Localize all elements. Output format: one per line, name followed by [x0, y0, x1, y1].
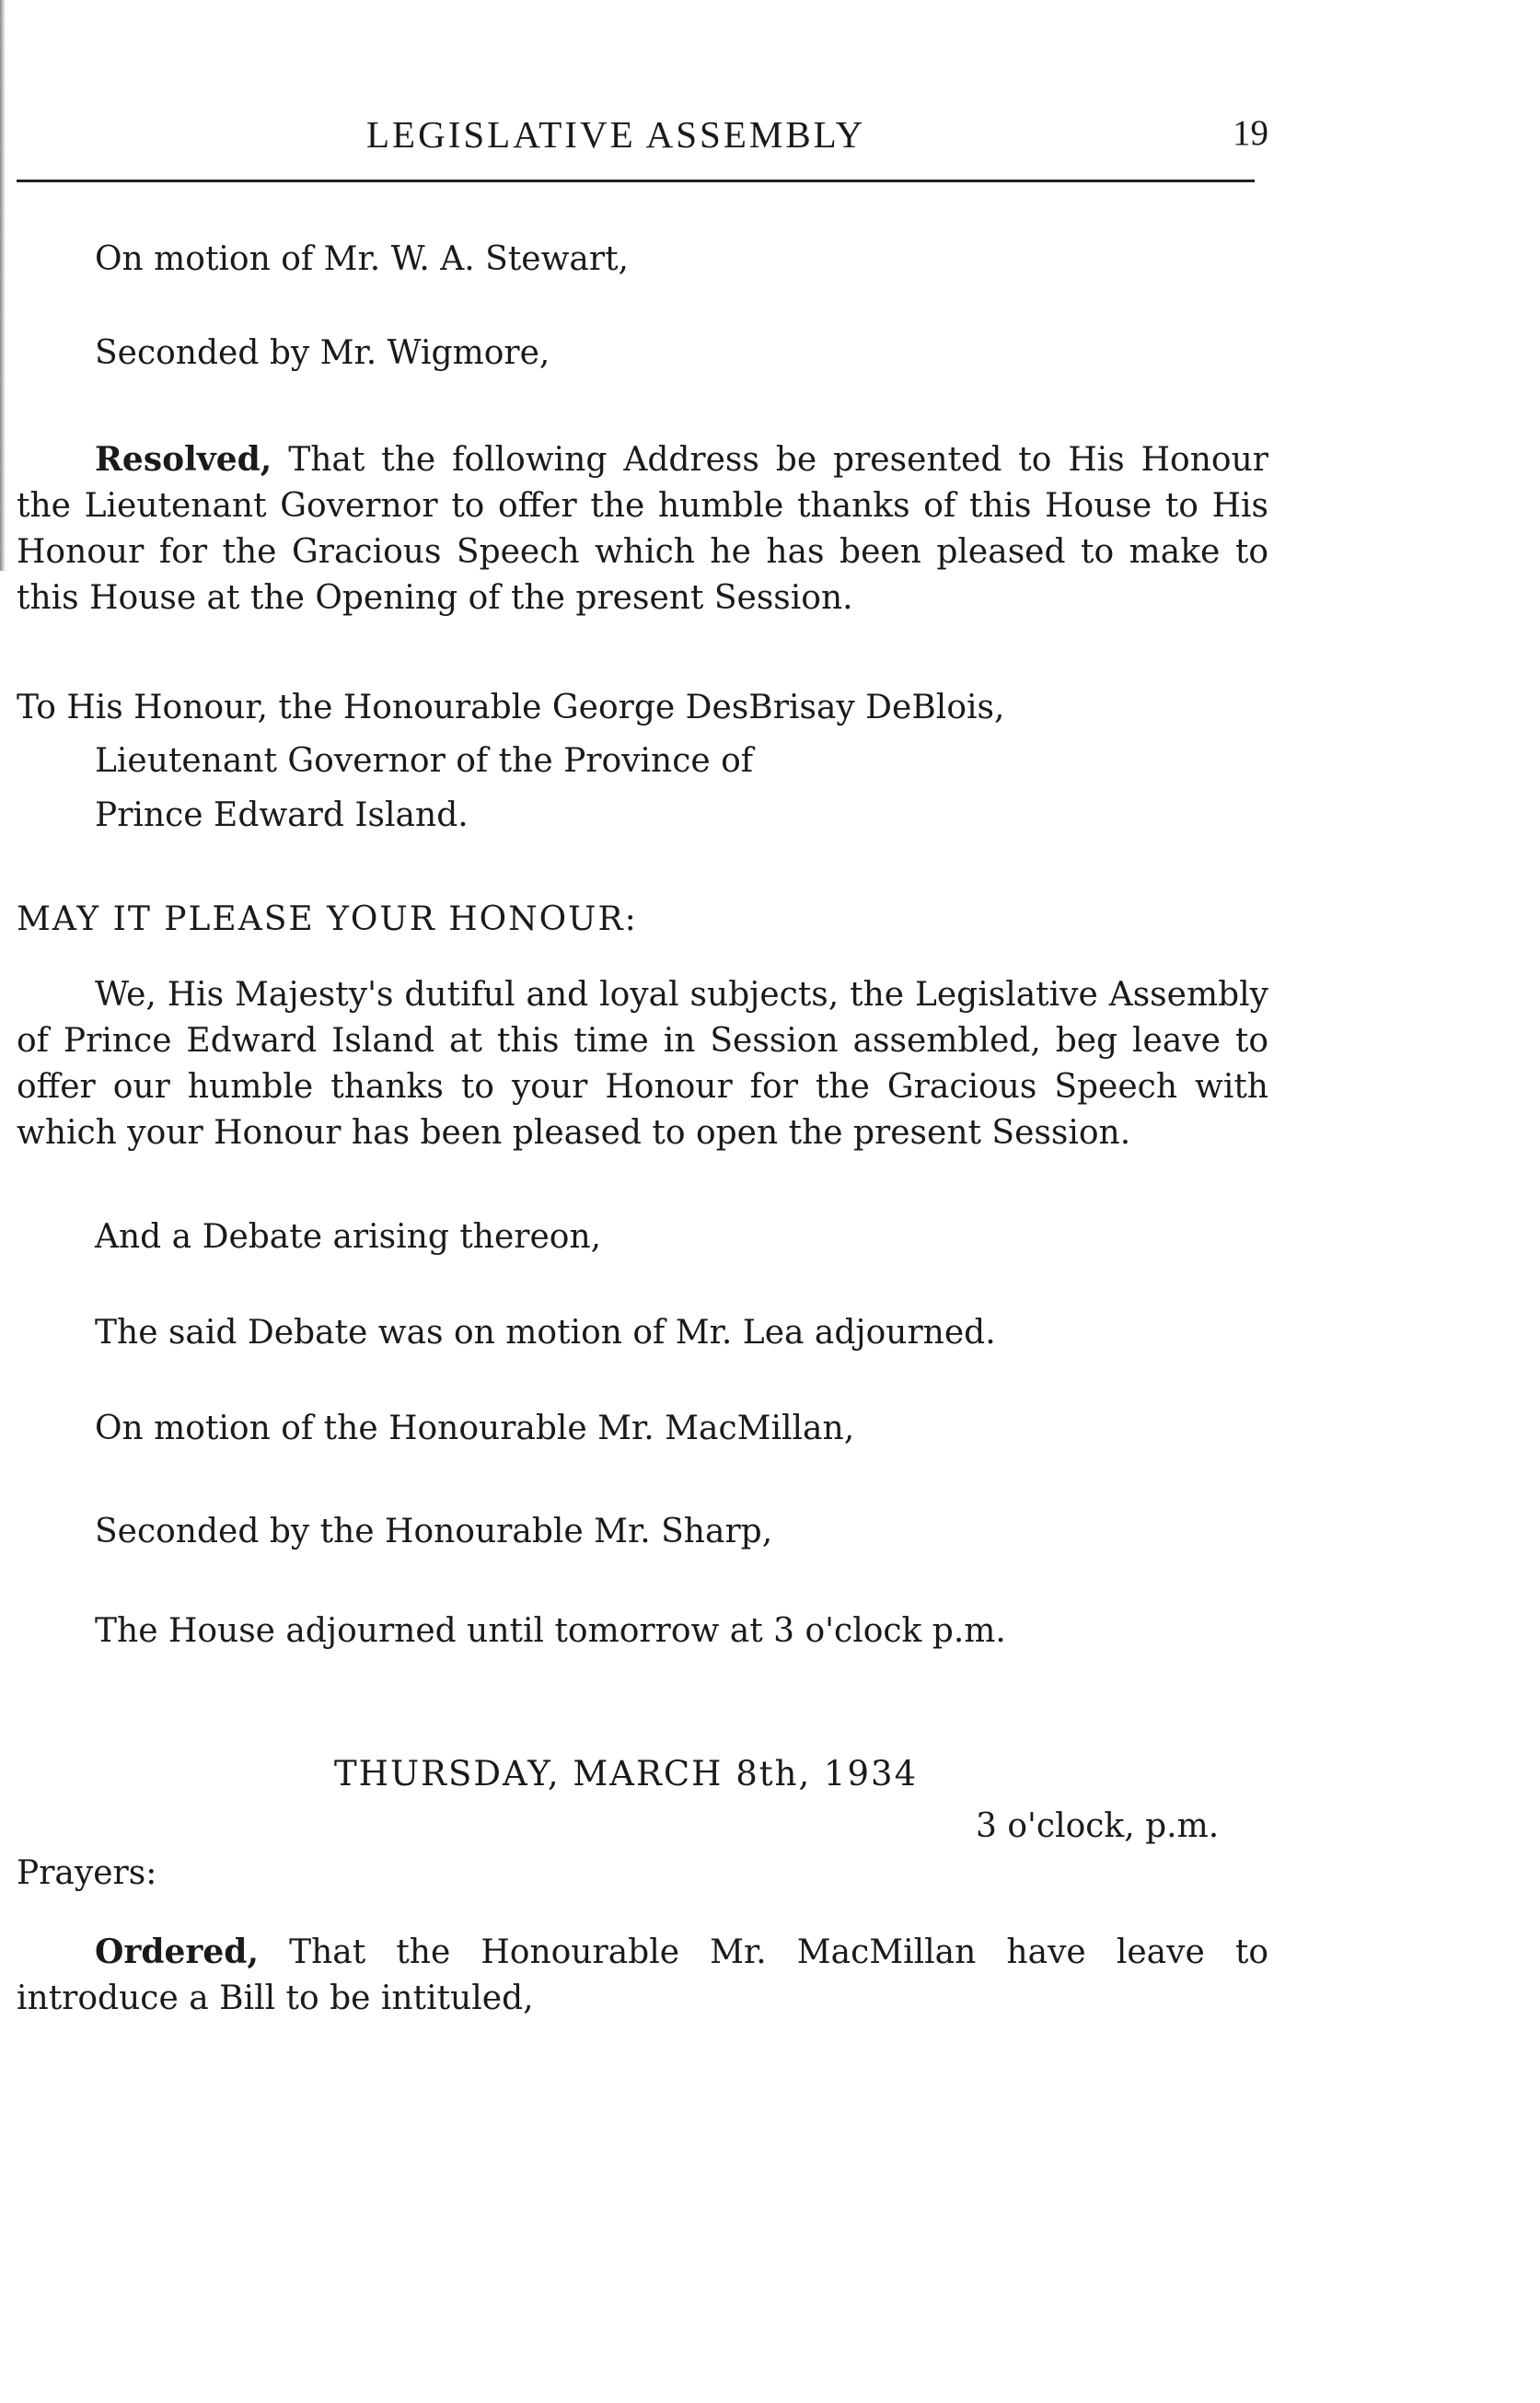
salutation: MAY IT PLEASE YOUR HONOUR:: [17, 900, 638, 938]
motion-2-mover: On motion of the Honourable Mr. MacMillan,: [95, 1410, 855, 1447]
resolution-paragraph: [17, 436, 1268, 621]
sitting-date-heading: THURSDAY, MARCH 8th, 1934: [334, 1754, 919, 1794]
order-paragraph: [17, 1929, 1268, 2022]
address-to-line-2: Lieutenant Governor of the Province of: [95, 742, 754, 780]
running-head: [17, 112, 1268, 158]
address-body-paragraph: [17, 972, 1268, 1156]
running-title: LEGISLATIVE ASSEMBLY: [366, 113, 866, 156]
adjourned-debate-line: The said Debate was on motion of Mr. Lea adjourned.: [95, 1314, 996, 1352]
header-rule: [17, 180, 1255, 182]
page-number: 19: [1233, 113, 1268, 153]
scan-edge-shadow: [0, 0, 6, 571]
resolution-text: That the following Address be presented to His Honour the Lieutenant Governor to offer the humble thanks of this House to His Honour for the Gracious Speech which he has been pleased to make to this House at the Opening of the present Session.: [17, 441, 1268, 617]
sitting-time: 3 o'clock, p.m.: [976, 1807, 1220, 1845]
order-text: That the Honourable Mr. MacMillan have leave to introduce a Bill to be intituled,: [17, 1933, 1268, 2017]
order-keyword: Ordered,: [95, 1933, 259, 1971]
journal-page: [17, 0, 1268, 2403]
address-to-line-1: To His Honour, the Honourable George DesBrisay DeBlois,: [17, 689, 1005, 726]
adjournment-line: The House adjourned until tomorrow at 3 o'clock p.m.: [95, 1612, 1006, 1650]
motion-mover: On motion of Mr. W. A. Stewart,: [95, 240, 629, 278]
prayers-line: Prayers:: [17, 1854, 157, 1892]
debate-line: And a Debate arising thereon,: [95, 1218, 602, 1256]
motion-seconder: Seconded by Mr. Wigmore,: [95, 334, 550, 372]
address-body-text: We, His Majesty's dutiful and loyal subjects, the Legislative Assembly of Prince Edward Island at this time in Session assembled, beg leave to offer our humble thanks to your Honour for the Gracious Speech with which your Honour has been pleased to open the present Session.: [17, 976, 1268, 1152]
address-to-line-3: Prince Edward Island.: [95, 796, 469, 834]
resolution-keyword: Resolved,: [95, 440, 272, 479]
motion-2-seconder: Seconded by the Honourable Mr. Sharp,: [95, 1513, 773, 1550]
